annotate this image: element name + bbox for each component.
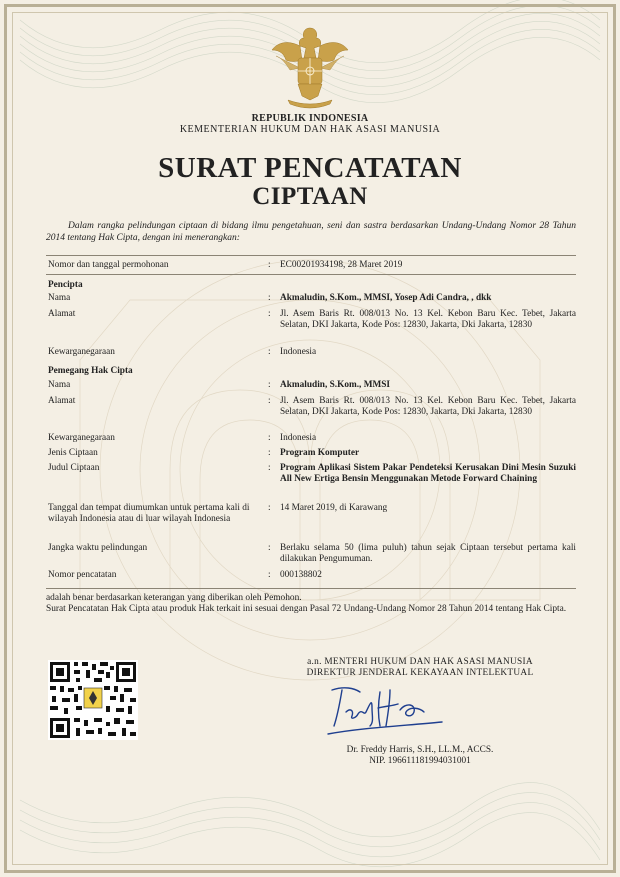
colon: : xyxy=(268,347,271,357)
creator-name-label: Nama xyxy=(48,293,71,303)
colon: : xyxy=(268,433,271,443)
work-title-label: Judul Ciptaan xyxy=(48,463,100,473)
qr-code-icon xyxy=(48,660,138,740)
creator-name-value: Akmaludin, S.Kom., MMSI, Yosep Adi Candra, , dkk xyxy=(280,293,492,303)
creator-nationality-label: Kewarganegaraan xyxy=(48,347,115,357)
country-header: REPUBLIK INDONESIA xyxy=(251,113,369,124)
application-label: Nomor dan tanggal permohonan xyxy=(48,260,169,270)
bottom-divider xyxy=(46,588,576,589)
holder-nationality-value: Indonesia xyxy=(280,433,317,443)
footer-statement: adalah benar berdasarkan keterangan yang diberikan oleh Pemohon. xyxy=(46,593,302,603)
footer-legal-note: Surat Pencatatan Hak Cipta atau produk Hak terkait ini sesuai dengan Pasal 72 Undang-Undang Nomor 28 Tahun 2014 tentang Hak Cipta. xyxy=(46,604,567,614)
colon: : xyxy=(268,503,271,513)
record-number-value: 000138802 xyxy=(280,570,322,580)
holder-name-value: Akmaludin, S.Kom., MMSI xyxy=(280,380,391,390)
creator-nationality-value: Indonesia xyxy=(280,347,317,357)
creator-address-value: Jl. Asem Baris Rt. 008/013 No. 13 Kel. Kebon Baru Kec. Tebet, Jakarta Selatan, DKI Jakarta, Kode Pos: 12830, Jakarta, Dki Jakarta, 12830 xyxy=(280,309,576,330)
creator-section-title: Pencipta xyxy=(48,280,83,290)
protection-period-value: Berlaku selama 50 (lima puluh) tahun sejak Ciptaan tersebut pertama kali dilakukan Pengumuman. xyxy=(280,543,576,564)
document-title: SURAT PENCATATAN xyxy=(158,152,462,184)
signatory-position: DIREKTUR JENDERAL KEKAYAAN INTELEKTUAL xyxy=(306,668,534,678)
ministry-header: KEMENTERIAN HUKUM DAN HAK ASASI MANUSIA xyxy=(179,124,441,135)
colon: : xyxy=(268,260,271,270)
application-value: EC00201934198, 28 Maret 2019 xyxy=(280,260,403,270)
holder-address-label: Alamat xyxy=(48,396,76,406)
work-title-value: Program Aplikasi Sistem Pakar Pendeteksi Kerusakan Dini Mesin Suzuki All New Ertiga Bensin Menggunakan Metode Forward Chaining xyxy=(280,463,576,484)
colon: : xyxy=(268,570,271,580)
section-divider xyxy=(46,274,576,275)
holder-address-value: Jl. Asem Baris Rt. 008/013 No. 13 Kel. Kebon Baru Kec. Tebet, Jakarta Selatan, DKI Jakarta, Kode Pos: 12830, Jakarta, Dki Jakarta, 12830 xyxy=(280,396,576,417)
signatory-nip: NIP. 196611181994031001 xyxy=(369,756,471,766)
creator-address-label: Alamat xyxy=(48,309,76,319)
announcement-label: Tanggal dan tempat diumumkan untuk pertama kali di wilayah Indonesia atau di luar wilayah Indonesia xyxy=(48,503,250,524)
holder-name-label: Nama xyxy=(48,380,71,390)
work-type-label: Jenis Ciptaan xyxy=(48,448,98,458)
record-number-label: Nomor pencatatan xyxy=(48,570,117,580)
announcement-value: 14 Maret 2019, di Karawang xyxy=(280,503,388,513)
colon: : xyxy=(268,448,271,458)
colon: : xyxy=(268,396,271,406)
signatory-name: Dr. Freddy Harris, S.H., LL.M., ACCS. xyxy=(346,745,494,755)
holder-nationality-label: Kewarganegaraan xyxy=(48,433,115,443)
intro-paragraph: Dalam rangka pelindungan ciptaan di bidang ilmu pengetahuan, seni dan sastra berdasarkan Undang-Undang Nomor 28 Tahun 2014 tentang Hak Cipta, dengan ini menerangkan: xyxy=(46,221,576,243)
colon: : xyxy=(268,309,271,319)
top-divider xyxy=(46,255,576,256)
work-type-value: Program Komputer xyxy=(280,448,360,458)
colon: : xyxy=(268,380,271,390)
garuda-emblem-icon xyxy=(268,20,352,110)
colon: : xyxy=(268,463,271,473)
document-subtitle: CIPTAAN xyxy=(252,183,368,210)
colon: : xyxy=(268,543,271,553)
on-behalf-text: a.n. MENTERI HUKUM DAN HAK ASASI MANUSIA xyxy=(307,657,533,667)
handwritten-signature xyxy=(320,682,450,742)
colon: : xyxy=(268,293,271,303)
holder-section-title: Pemegang Hak Cipta xyxy=(48,366,133,376)
protection-period-label: Jangka waktu pelindungan xyxy=(48,543,148,553)
